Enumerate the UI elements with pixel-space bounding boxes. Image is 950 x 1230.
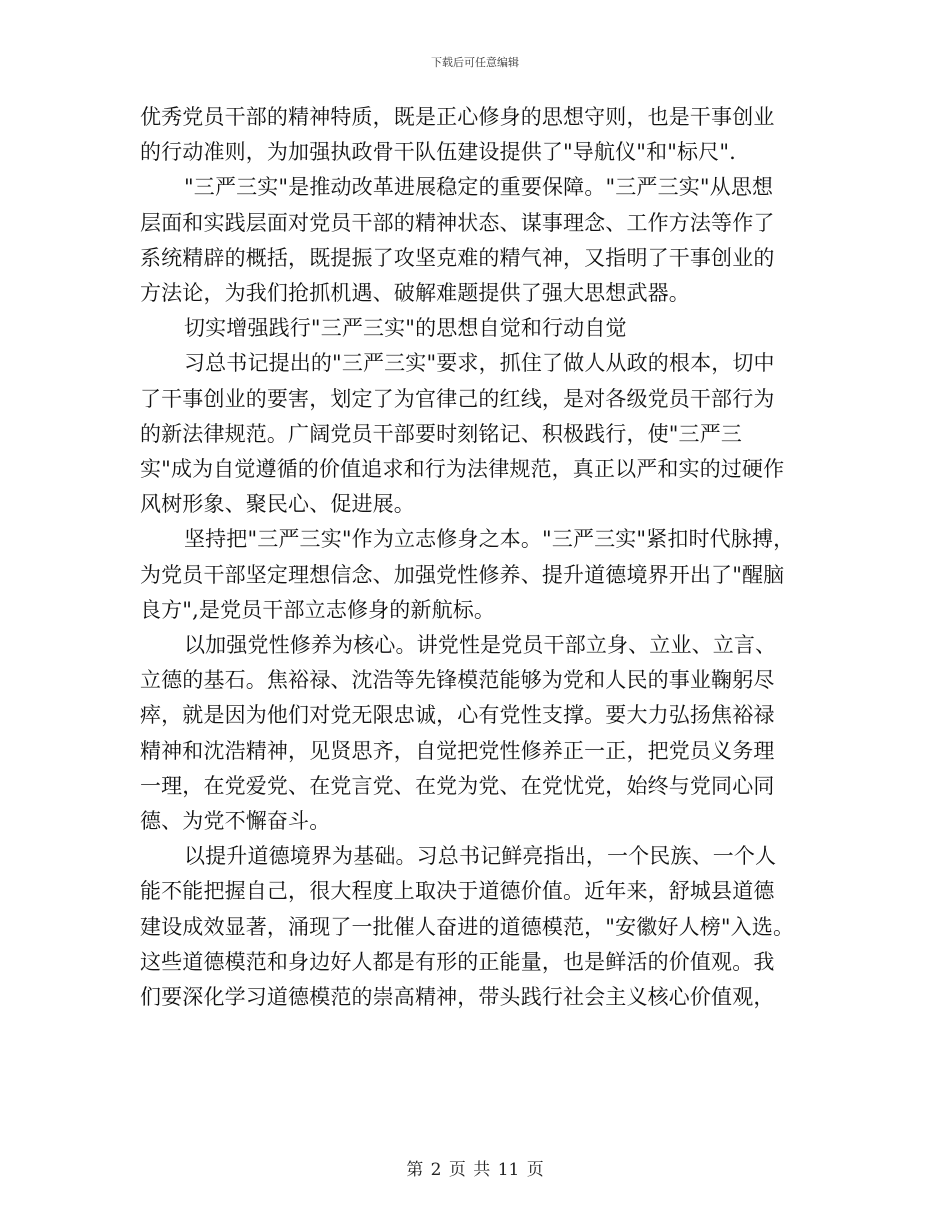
text-line: 建设成效显著，涌现了一批催人奋进的道德模范，"安徽好人榜"入选。 — [140, 914, 795, 939]
text-line: 良方",是党员干部立志修身的新航标。 — [140, 597, 496, 622]
text-line: 坚持把"三严三实"作为立志修身之本。"三严三实"紧扣时代脉搏， — [184, 527, 795, 552]
text-line: 为党员干部坚定理想信念、加强党性修养、提升道德境界开出了"醒脑 — [140, 562, 785, 587]
text-line: 立德的基石。焦裕禄、沈浩等先锋模范能够为党和人民的事业鞠躬尽 — [140, 668, 775, 693]
text-line: 方法论，为我们抢抓机遇、破解难题提供了强大思想武器。 — [140, 281, 690, 306]
text-line: 一理，在党爱党、在党言党、在党为党、在党忧党，始终与党同心同 — [140, 773, 775, 798]
document-body — [140, 100, 812, 1015]
text-line: "三严三实"是推动改革进展稳定的重要保障。"三严三实"从思想 — [184, 175, 774, 200]
text-line: 们要深化学习道德模范的崇高精神，带头践行社会主义核心价值观， — [140, 985, 775, 1010]
text-line: 了干事创业的要害，划定了为官律己的红线，是对各级党员干部行为 — [140, 386, 775, 411]
text-line: 以提升道德境界为基础。习总书记鲜亮指出，一个民族、一个人 — [184, 844, 777, 869]
text-line: 优秀党员干部的精神特质，既是正心修身的思想守则，也是干事创业 — [140, 105, 775, 129]
text-line: 的新法律规范。广阔党员干部要时刻铭记、积极践行，使"三严三 — [140, 421, 743, 446]
text-line: 能不能把握自己，很大程度上取决于道德价值。近年来，舒城县道德 — [140, 879, 775, 904]
text-line: 风树形象、聚民心、促进展。 — [140, 492, 415, 517]
text-line: 习总书记提出的"三严三实"要求，抓住了做人从政的根本，切中 — [184, 351, 775, 376]
text-line: 德、为党不懈奋斗。 — [140, 809, 331, 834]
text-line: 切实增强践行"三严三实"的思想自觉和行动自觉 — [184, 316, 627, 341]
text-line: 精神和沈浩精神，见贤思齐，自觉把党性修养正一正，把党员义务理 — [140, 738, 775, 763]
text-line: 层面和实践层面对党员干部的精神状态、谋事理念、工作方法等作了 — [140, 210, 775, 235]
text-line: 系统精辟的概括，既提振了攻坚克难的精气神，又指明了干事创业的 — [140, 245, 775, 270]
text-line: 以加强党性修养为核心。讲党性是党员干部立身、立业、立言、 — [184, 633, 777, 658]
page-header: 下载后可任意编辑 — [431, 56, 519, 69]
text-line: 瘁，就是因为他们对党无限忠诚，心有党性支撑。要大力弘扬焦裕禄 — [140, 703, 775, 728]
text-line: 的行动准则，为加强执政骨干队伍建设提供了"导航仪"和"标尺". — [140, 140, 736, 165]
text-line: 这些道德模范和身边好人都是有形的正能量，也是鲜活的价值观。我 — [140, 949, 775, 974]
text-line: 实"成为自觉遵循的价值追求和行为法律规范，真正以严和实的过硬作 — [140, 457, 785, 482]
page-footer: 第 2 页 共 11 页 — [406, 1160, 544, 1180]
